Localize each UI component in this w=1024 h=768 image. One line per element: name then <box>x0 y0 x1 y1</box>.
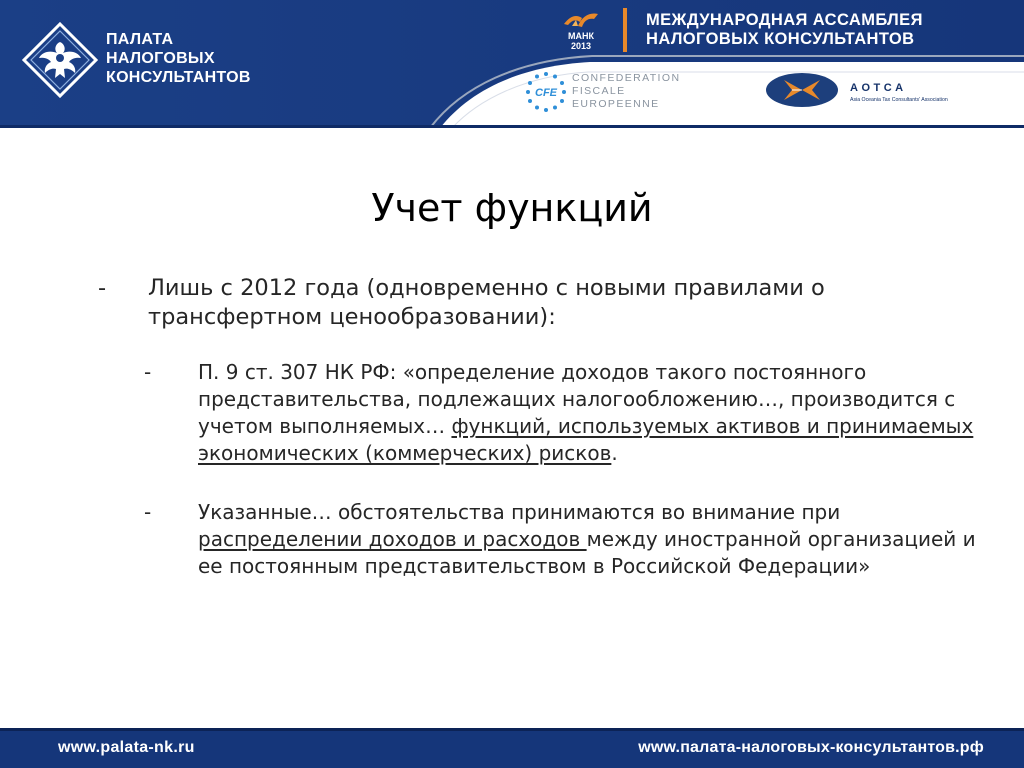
sub-bullet-text-part: между иностранной организацией и ее постоянным представительством в Российской Федерации» <box>198 527 976 578</box>
aotca-name: AOTCA <box>850 82 907 94</box>
assembly-name-line: МЕЖДУНАРОДНАЯ АССАМБЛЕЯ <box>646 11 923 29</box>
chamber-name-line: КОНСУЛЬТАНТОВ <box>106 69 251 86</box>
mank-divider <box>623 8 627 52</box>
cfe-name-line: FISCALE <box>572 85 626 97</box>
bullet-item <box>92 274 992 332</box>
sub-bullet-text <box>198 359 988 467</box>
aotca-subtitle: Asia Oceania Tax Consultants' Association <box>850 97 948 103</box>
cfe-name-line: EUROPEENNE <box>572 98 660 110</box>
slide-footer <box>0 728 1024 768</box>
bullet-dash: - <box>98 275 107 301</box>
chamber-name-line: ПАЛАТА <box>106 31 174 48</box>
cfe-name-line: CONFEDERATION <box>572 72 681 84</box>
assembly-name <box>646 11 923 49</box>
chamber-name <box>106 30 251 87</box>
footer-url-left[interactable]: www.palata-nk.ru <box>58 739 195 756</box>
bullet-dash: - <box>144 500 152 524</box>
slide-body <box>92 274 992 580</box>
sub-bullet-underlined: распределении доходов и расходов <box>198 527 587 551</box>
sub-bullet-text-part: . <box>611 441 618 465</box>
slide-header <box>0 0 1024 128</box>
cfe-badge-text: CFE <box>535 87 557 99</box>
sub-bullet-item <box>92 499 992 580</box>
sub-bullet-text <box>198 499 988 580</box>
footer-url-right[interactable]: www.палата-налоговых-консультантов.рф <box>638 739 984 756</box>
sub-bullet-text-part: Указанные… обстоятельства принимаются во внимание при <box>198 500 841 524</box>
assembly-name-line: НАЛОГОВЫХ КОНСУЛЬТАНТОВ <box>646 30 915 48</box>
slide-title: Учет функций <box>371 186 653 230</box>
bullet-text: Лишь с 2012 года (одновременно с новыми правилами о трансфертном ценообразовании): <box>148 275 825 330</box>
bullet-dash: - <box>144 360 152 384</box>
sub-bullet-underlined: функций, используемых активов и принимаемых экономических (коммерческих) рисков <box>198 414 974 465</box>
mank-logo-icon <box>558 6 604 52</box>
chamber-logo-icon <box>22 22 98 98</box>
sub-bullet-item <box>92 359 992 467</box>
chamber-name-line: НАЛОГОВЫХ <box>106 50 215 67</box>
sub-bullet-text-part: П. 9 ст. 307 НК РФ: «определение доходов такого постоянного представительства, подлежащих налогообложению…, производится с учетом выполняемых… <box>198 360 956 438</box>
cfe-name <box>572 72 680 111</box>
mank-logo-line2: 2013 <box>570 41 592 51</box>
mank-logo-line1: МАНК <box>568 31 594 41</box>
